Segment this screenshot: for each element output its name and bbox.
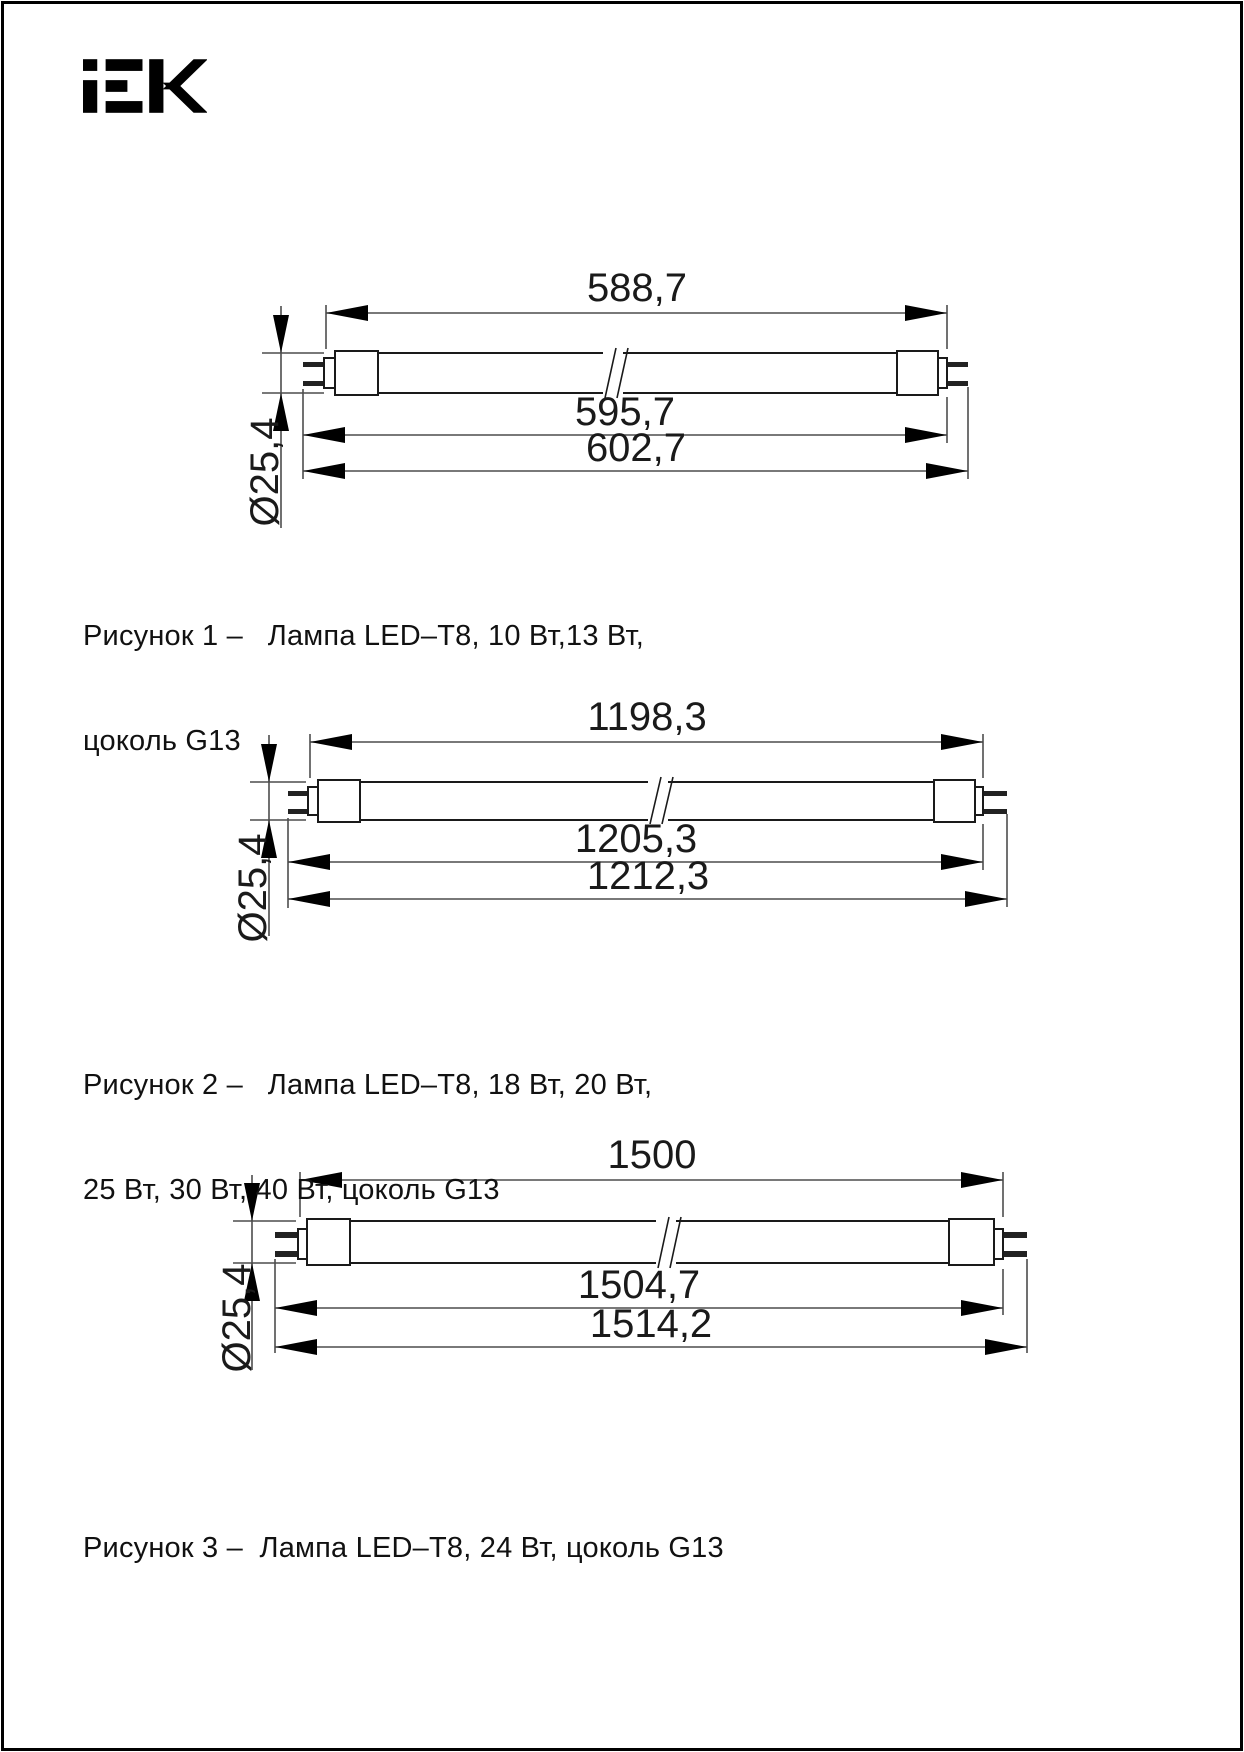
lamp-pin bbox=[303, 381, 325, 386]
dimension-body-length bbox=[326, 266, 947, 349]
cap-neck-right bbox=[975, 787, 983, 815]
arrowhead bbox=[905, 427, 947, 443]
end-cap-right bbox=[897, 351, 938, 395]
caption-line: 25 Вт, 30 Вт, 40 Вт, цоколь G13 bbox=[83, 1174, 500, 1206]
dimension-label: 1198,3 bbox=[587, 695, 707, 739]
caption-line: Рисунок 1 – Лампа LED–T8, 10 Вт,13 Вт, bbox=[83, 620, 645, 652]
lamp-pin bbox=[1003, 1251, 1027, 1257]
arrowhead bbox=[961, 1300, 1003, 1316]
lamp-pin bbox=[947, 362, 968, 367]
dimension-label: 1500 bbox=[607, 1133, 697, 1177]
dimension-label: 1504,7 bbox=[577, 1263, 701, 1307]
arrowhead bbox=[303, 427, 345, 443]
end-cap-right bbox=[934, 780, 975, 822]
caption-line: Рисунок 2 – Лампа LED–T8, 18 Вт, 20 Вт, bbox=[83, 1069, 653, 1101]
end-cap-left bbox=[335, 351, 378, 395]
arrowhead bbox=[941, 734, 983, 750]
dimension-label: 1205,3 bbox=[574, 817, 698, 861]
lamp-tube bbox=[378, 353, 897, 393]
end-cap-right bbox=[949, 1219, 994, 1265]
arrowhead bbox=[288, 891, 330, 907]
diameter-label: Ø25,4 bbox=[231, 833, 275, 943]
arrowhead bbox=[275, 1300, 317, 1316]
arrowhead bbox=[926, 463, 968, 479]
cap-neck-right bbox=[938, 358, 947, 388]
cap-neck-right bbox=[994, 1229, 1003, 1259]
diameter-label: Ø25,4 bbox=[215, 1263, 259, 1373]
lamp-pin bbox=[303, 362, 325, 367]
arrowhead bbox=[941, 854, 983, 870]
figure-1-caption bbox=[83, 549, 644, 829]
figure-1-drawing bbox=[243, 266, 968, 528]
arrowhead bbox=[326, 305, 368, 321]
lamp-pin bbox=[1003, 1232, 1027, 1238]
dimension-label: 595,7 bbox=[574, 390, 676, 434]
figure-2-caption bbox=[83, 998, 652, 1278]
dimension-label: 588,7 bbox=[586, 266, 688, 310]
arrowhead bbox=[288, 854, 330, 870]
caption-line: Рисунок 3 – Лампа LED–T8, 24 Вт, цоколь G13 bbox=[83, 1532, 724, 1564]
dimension-diameter bbox=[243, 306, 324, 528]
cap-neck-left bbox=[324, 358, 335, 388]
arrowhead bbox=[275, 1339, 317, 1355]
arrowhead bbox=[985, 1339, 1027, 1355]
figure-3-caption bbox=[83, 1461, 724, 1706]
arrowhead bbox=[273, 315, 289, 353]
arrowhead bbox=[303, 463, 345, 479]
lamp-pin bbox=[947, 381, 968, 386]
dimension-label: 602,7 bbox=[585, 426, 687, 470]
arrowhead bbox=[965, 891, 1007, 907]
arrowhead bbox=[961, 1172, 1003, 1188]
dimension-label: 1212,3 bbox=[586, 854, 710, 898]
arrowhead bbox=[905, 305, 947, 321]
lamp-pin bbox=[983, 809, 1007, 814]
diameter-label: Ø25,4 bbox=[243, 417, 287, 527]
lamp-pin bbox=[983, 791, 1007, 796]
caption-line: цоколь G13 bbox=[83, 725, 241, 757]
tube-break-gap bbox=[656, 1218, 676, 1266]
dimension-label: 1514,2 bbox=[589, 1302, 713, 1346]
